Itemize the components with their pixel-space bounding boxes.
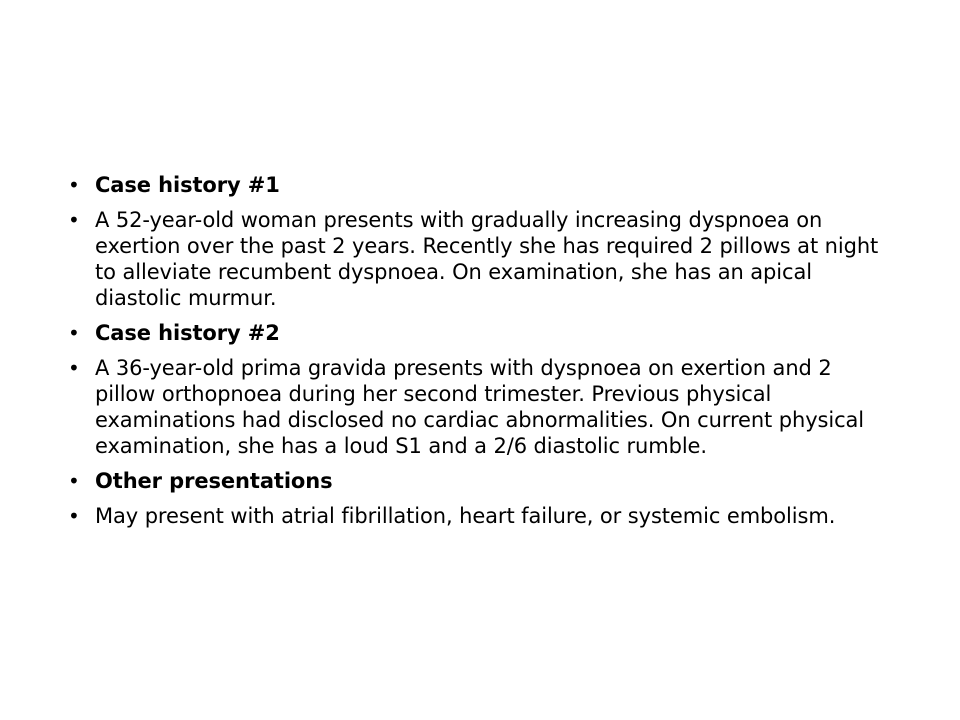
bullet-glyph: • xyxy=(68,504,80,528)
bullet-text: Case history #2 xyxy=(95,321,280,345)
bullet-other-presentations-heading xyxy=(68,468,898,494)
bullet-text: May present with atrial fibrillation, heart failure, or systemic embolism. xyxy=(95,504,836,528)
bullet-glyph: • xyxy=(68,321,80,345)
bullet-glyph: • xyxy=(68,173,80,197)
bullet-text: Case history #1 xyxy=(95,173,280,197)
bullet-list xyxy=(68,172,898,538)
bullet-case-history-2-text xyxy=(68,355,898,459)
bullet-text: Other presentations xyxy=(95,469,333,493)
bullet-case-history-2-heading xyxy=(68,320,898,346)
bullet-case-history-1-text xyxy=(68,207,898,311)
bullet-text: A 36-year-old prima gravida presents with dyspnoea on exertion and 2 pillow orthopnoea during her second trimester. Previous physical examinations had disclosed no cardiac abnormalities. On current physical examination, she has a loud S1 and a 2/6 diastolic rumble. xyxy=(95,356,865,458)
bullet-glyph: • xyxy=(68,356,80,380)
bullet-other-presentations-text xyxy=(68,503,898,529)
bullet-text: A 52-year-old woman presents with gradually increasing dyspnoea on exertion over the past 2 years. Recently she has required 2 pillows at night to alleviate recumbent dyspnoea. On examination, she has an apical diastolic murmur. xyxy=(95,208,879,310)
bullet-glyph: • xyxy=(68,469,80,493)
bullet-case-history-1-heading xyxy=(68,172,898,198)
bullet-glyph: • xyxy=(68,208,80,232)
